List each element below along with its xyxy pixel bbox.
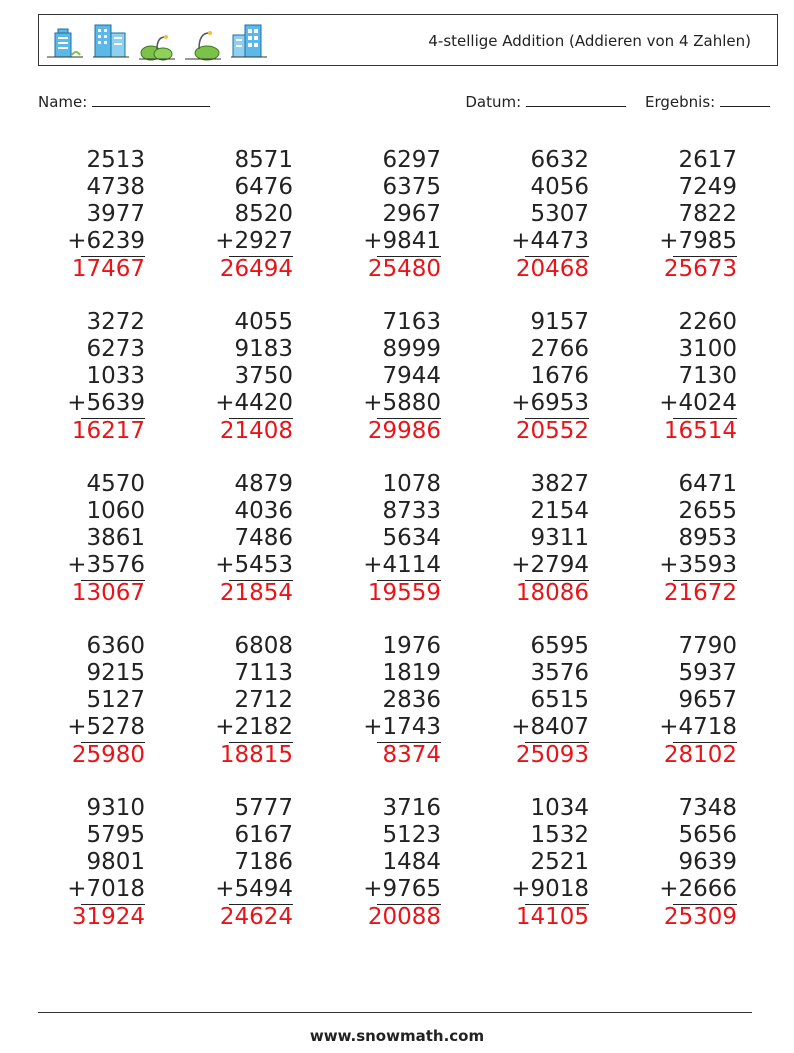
addend-with-plus: +9841 <box>363 228 441 254</box>
addend: 5307 <box>530 201 589 227</box>
answer: 8374 <box>382 742 441 768</box>
addend: 3100 <box>678 336 737 362</box>
addend: 4879 <box>234 471 293 497</box>
answer: 16217 <box>71 418 145 444</box>
answer: 26494 <box>219 256 293 282</box>
tree-bush-icon <box>183 25 223 61</box>
addition-problem <box>35 147 145 283</box>
sum-rule <box>229 256 293 257</box>
addend: 2655 <box>678 498 737 524</box>
addend: 7130 <box>678 363 737 389</box>
addend: 3576 <box>530 660 589 686</box>
addend: 8733 <box>382 498 441 524</box>
sum-rule <box>81 418 145 419</box>
answer: 21408 <box>219 418 293 444</box>
addend: 7249 <box>678 174 737 200</box>
footer-site: www.snowmath.com <box>309 1027 485 1045</box>
answer: 25309 <box>663 904 737 930</box>
addend-with-plus: +2182 <box>215 714 293 740</box>
addend: 8520 <box>234 201 293 227</box>
sum-rule <box>525 904 589 905</box>
addend: 2766 <box>530 336 589 362</box>
addition-problem <box>627 309 737 445</box>
addition-problem <box>35 633 145 769</box>
answer: 28102 <box>663 742 737 768</box>
addition-problem <box>479 795 589 931</box>
answer: 14105 <box>515 904 589 930</box>
addend-with-plus: +6239 <box>67 228 145 254</box>
sum-rule <box>525 580 589 581</box>
answer: 17467 <box>71 256 145 282</box>
addend-with-plus: +4718 <box>659 714 737 740</box>
addend: 2521 <box>530 849 589 875</box>
addend: 6375 <box>382 174 441 200</box>
answer: 31924 <box>71 904 145 930</box>
addend: 9157 <box>530 309 589 335</box>
addend-with-plus: +7018 <box>67 876 145 902</box>
addition-problem <box>183 309 293 445</box>
sum-rule <box>377 904 441 905</box>
result-label: Ergebnis: <box>645 93 716 111</box>
addend-with-plus: +4473 <box>511 228 589 254</box>
name-line <box>92 92 210 107</box>
addend-with-plus: +1743 <box>363 714 441 740</box>
addend-with-plus: +4024 <box>659 390 737 416</box>
sum-rule <box>673 580 737 581</box>
addend-with-plus: +5880 <box>363 390 441 416</box>
addend-with-plus: +9765 <box>363 876 441 902</box>
addition-problem <box>331 309 441 445</box>
answer: 24624 <box>219 904 293 930</box>
addend: 6595 <box>530 633 589 659</box>
answer: 18086 <box>515 580 589 606</box>
addend: 8571 <box>234 147 293 173</box>
footer-divider <box>38 1012 752 1013</box>
answer: 16514 <box>663 418 737 444</box>
sum-rule <box>81 742 145 743</box>
addend: 5123 <box>382 822 441 848</box>
addend: 7486 <box>234 525 293 551</box>
addition-problem <box>183 147 293 283</box>
sum-rule <box>81 256 145 257</box>
addend: 6273 <box>86 336 145 362</box>
worksheet-title: 4-stellige Addition (Addieren von 4 Zahlen) <box>428 32 751 50</box>
sum-rule <box>525 742 589 743</box>
answer: 20552 <box>515 418 589 444</box>
addend: 7113 <box>234 660 293 686</box>
addition-problem <box>331 147 441 283</box>
addition-problem <box>35 795 145 931</box>
addend-with-plus: +5639 <box>67 390 145 416</box>
addend-with-plus: +8407 <box>511 714 589 740</box>
answer: 25093 <box>515 742 589 768</box>
addend: 2260 <box>678 309 737 335</box>
addend: 1976 <box>382 633 441 659</box>
addition-problem <box>479 633 589 769</box>
addend: 4570 <box>86 471 145 497</box>
addend: 9311 <box>530 525 589 551</box>
sum-rule <box>229 580 293 581</box>
answer: 20468 <box>515 256 589 282</box>
addend: 3977 <box>86 201 145 227</box>
addend: 2513 <box>86 147 145 173</box>
addend-with-plus: +5453 <box>215 552 293 578</box>
addition-problem <box>479 471 589 607</box>
addend: 7163 <box>382 309 441 335</box>
sum-rule <box>673 904 737 905</box>
header-icons <box>45 21 269 61</box>
addend: 2967 <box>382 201 441 227</box>
addend: 7348 <box>678 795 737 821</box>
addend: 1484 <box>382 849 441 875</box>
sum-rule <box>229 742 293 743</box>
addend-with-plus: +3576 <box>67 552 145 578</box>
addend: 7790 <box>678 633 737 659</box>
addend: 2154 <box>530 498 589 524</box>
addend: 7186 <box>234 849 293 875</box>
office-tower-icon <box>91 21 131 61</box>
answer: 13067 <box>71 580 145 606</box>
addend-with-plus: +7985 <box>659 228 737 254</box>
sum-rule <box>673 742 737 743</box>
sum-rule <box>81 580 145 581</box>
addend-with-plus: +2927 <box>215 228 293 254</box>
date-result-fields <box>465 92 770 111</box>
tree-bush-icon <box>137 29 177 61</box>
addition-problem <box>331 633 441 769</box>
addend: 5937 <box>678 660 737 686</box>
addend: 2836 <box>382 687 441 713</box>
addend: 6515 <box>530 687 589 713</box>
answer: 25980 <box>71 742 145 768</box>
addition-problem <box>183 633 293 769</box>
addend: 9801 <box>86 849 145 875</box>
addend: 9657 <box>678 687 737 713</box>
addition-problem <box>331 471 441 607</box>
addend: 1819 <box>382 660 441 686</box>
addend: 2617 <box>678 147 737 173</box>
addend: 5656 <box>678 822 737 848</box>
worksheet-header <box>38 14 778 66</box>
addend-with-plus: +2794 <box>511 552 589 578</box>
addend: 6632 <box>530 147 589 173</box>
result-line[interactable] <box>720 92 770 107</box>
building-icon <box>45 25 85 61</box>
addend-with-plus: +6953 <box>511 390 589 416</box>
addend-with-plus: +3593 <box>659 552 737 578</box>
addend: 8953 <box>678 525 737 551</box>
addend: 5795 <box>86 822 145 848</box>
addend: 7944 <box>382 363 441 389</box>
addend: 6476 <box>234 174 293 200</box>
addend: 3861 <box>86 525 145 551</box>
answer: 21672 <box>663 580 737 606</box>
addition-problem <box>479 309 589 445</box>
date-label: Datum: <box>465 93 522 111</box>
sum-rule <box>525 418 589 419</box>
addend: 4036 <box>234 498 293 524</box>
sum-rule <box>229 904 293 905</box>
addend: 5634 <box>382 525 441 551</box>
sum-rule <box>525 256 589 257</box>
addend: 4056 <box>530 174 589 200</box>
addend: 4738 <box>86 174 145 200</box>
addend: 1676 <box>530 363 589 389</box>
addend: 6471 <box>678 471 737 497</box>
addend: 3750 <box>234 363 293 389</box>
addend: 3272 <box>86 309 145 335</box>
addend: 6808 <box>234 633 293 659</box>
addend-with-plus: +9018 <box>511 876 589 902</box>
answer: 25480 <box>367 256 441 282</box>
addend-with-plus: +5494 <box>215 876 293 902</box>
name-label: Name: <box>38 93 88 111</box>
addend: 3827 <box>530 471 589 497</box>
sum-rule <box>673 418 737 419</box>
addend-with-plus: +2666 <box>659 876 737 902</box>
office-tower-icon <box>229 21 269 61</box>
addend: 9310 <box>86 795 145 821</box>
addition-problem <box>479 147 589 283</box>
answer: 18815 <box>219 742 293 768</box>
date-line[interactable] <box>526 92 626 107</box>
answer: 29986 <box>367 418 441 444</box>
addition-problem <box>183 795 293 931</box>
addend-with-plus: +4114 <box>363 552 441 578</box>
addition-problem <box>331 795 441 931</box>
addition-problem <box>35 471 145 607</box>
addend: 1034 <box>530 795 589 821</box>
addend-with-plus: +4420 <box>215 390 293 416</box>
addend: 1060 <box>86 498 145 524</box>
addend-with-plus: +5278 <box>67 714 145 740</box>
name-field[interactable] <box>38 92 210 111</box>
addition-problem <box>627 633 737 769</box>
answer: 19559 <box>367 580 441 606</box>
answer: 21854 <box>219 580 293 606</box>
addend: 1033 <box>86 363 145 389</box>
sum-rule <box>229 418 293 419</box>
addend: 9183 <box>234 336 293 362</box>
addend: 7822 <box>678 201 737 227</box>
addition-problem <box>627 147 737 283</box>
addend: 1078 <box>382 471 441 497</box>
addend: 4055 <box>234 309 293 335</box>
addend: 9639 <box>678 849 737 875</box>
addend: 6167 <box>234 822 293 848</box>
addend: 6297 <box>382 147 441 173</box>
addend: 1532 <box>530 822 589 848</box>
addition-problem <box>627 795 737 931</box>
sum-rule <box>81 904 145 905</box>
info-row <box>38 92 770 114</box>
sum-rule <box>377 256 441 257</box>
answer: 20088 <box>367 904 441 930</box>
addition-problem <box>627 471 737 607</box>
addend: 6360 <box>86 633 145 659</box>
addition-problem <box>35 309 145 445</box>
addend: 8999 <box>382 336 441 362</box>
sum-rule <box>673 256 737 257</box>
addend: 9215 <box>86 660 145 686</box>
sum-rule <box>377 742 441 743</box>
addend: 2712 <box>234 687 293 713</box>
addend: 5777 <box>234 795 293 821</box>
answer: 25673 <box>663 256 737 282</box>
addend: 5127 <box>86 687 145 713</box>
addend: 3716 <box>382 795 441 821</box>
sum-rule <box>377 580 441 581</box>
sum-rule <box>377 418 441 419</box>
addition-problem <box>183 471 293 607</box>
